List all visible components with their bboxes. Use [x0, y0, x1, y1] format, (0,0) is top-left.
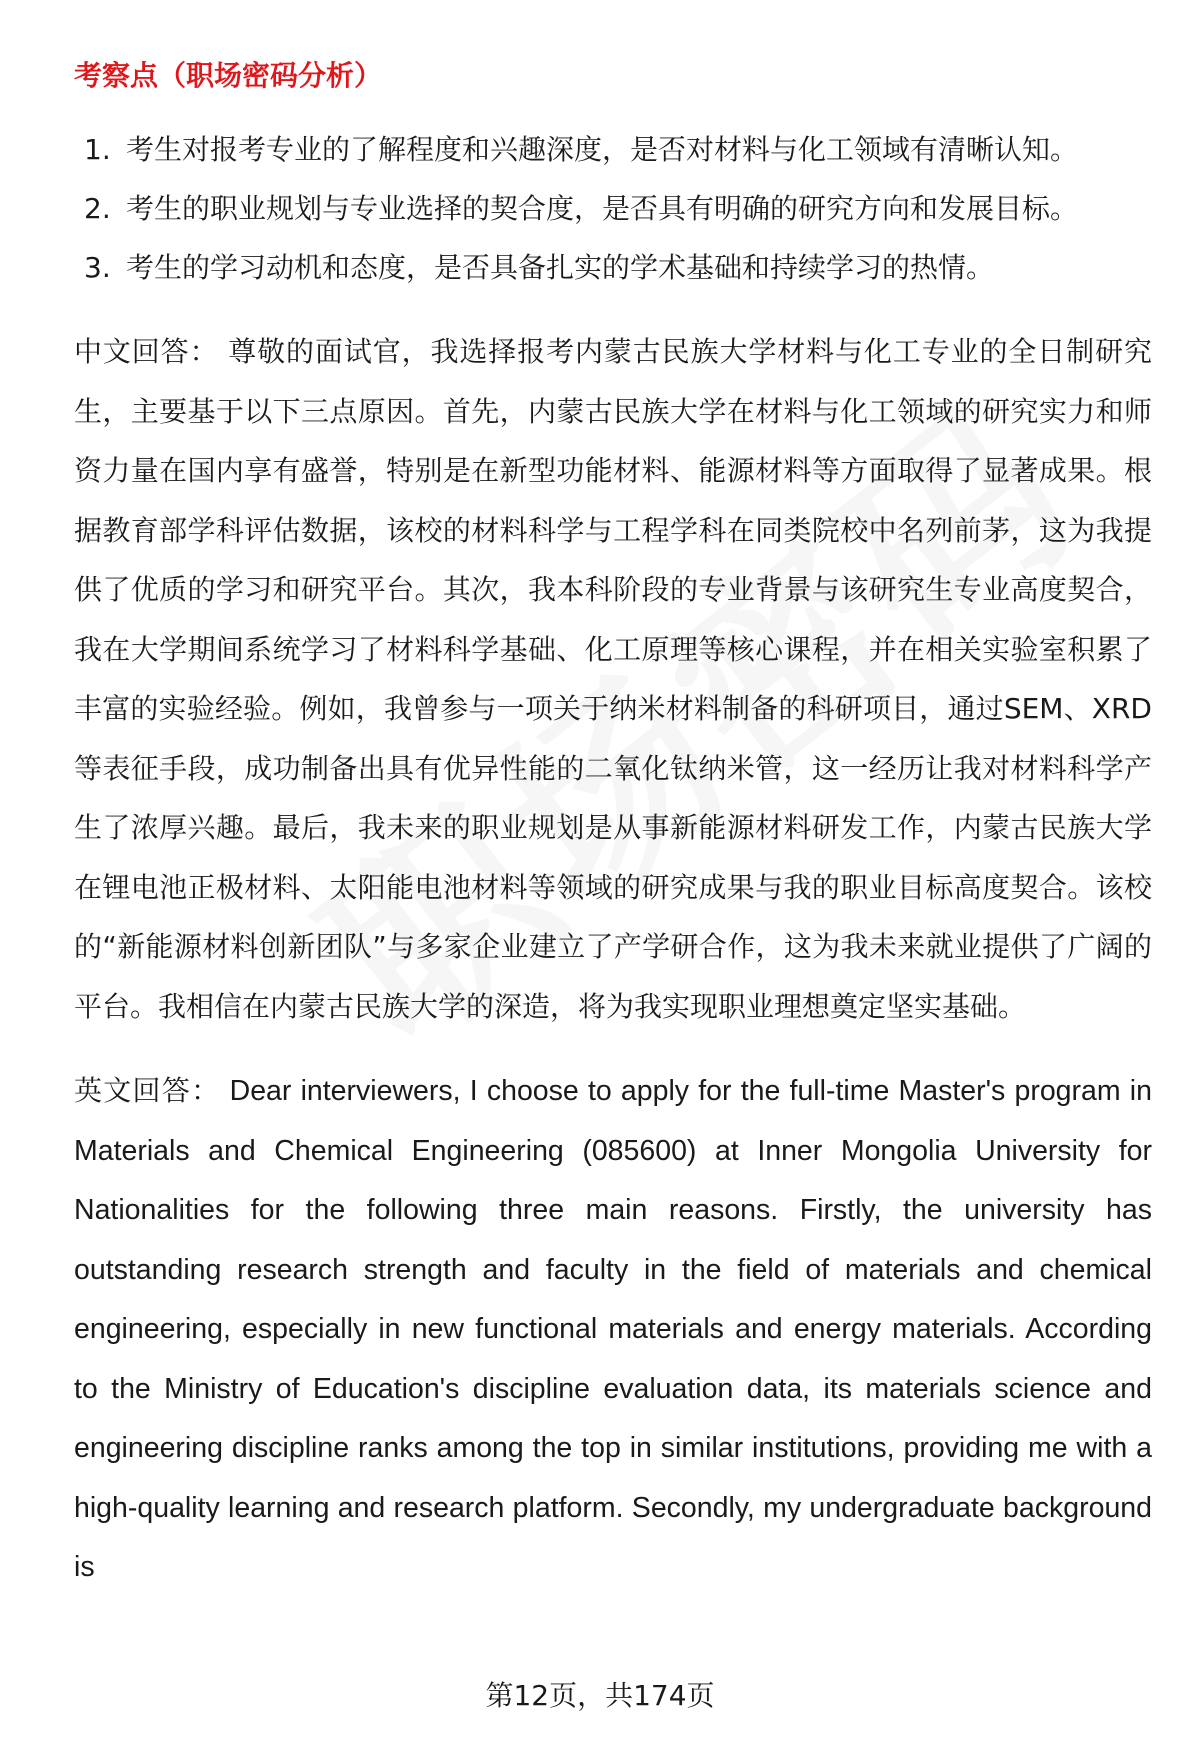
points-list — [74, 120, 1152, 297]
list-item — [84, 179, 1152, 238]
list-number: 3. — [84, 251, 111, 284]
chinese-answer — [74, 322, 1152, 1036]
list-item-text: 考生的职业规划与专业选择的契合度，是否具有明确的研究方向和发展目标。 — [126, 192, 1079, 225]
english-answer-label: 英文回答： — [74, 1074, 221, 1107]
chinese-answer-label: 中文回答： — [74, 335, 219, 368]
page-footer: 第12页，共174页 — [485, 1679, 715, 1712]
english-answer-text: Dear interviewers, I choose to apply for the full-time Master's program in Materials and Chemical Engineering (085600) at Inner Mongolia University for Nationalities for the following three main reasons. Firstly, the university has outstanding research strength and faculty in the field of materials and chemical engineering, especially in new functional materials and energy materials. According to the Ministry of Education's discipline evaluation data, its materials science and engineering discipline ranks among the top in similar institutions, providing me with a high-quality learning and research platform. Secondly, my undergraduate background is — [74, 1075, 1152, 1583]
chinese-answer-text: 尊敬的面试官，我选择报考内蒙古民族大学材料与化工专业的全日制研究生，主要基于以下三点原因。首先，内蒙古民族大学在材料与化工领域的研究实力和师资力量在国内享有盛誉，特别是在新型功能材料、能源材料等方面取得了显著成果。根据教育部学科评估数据，该校的材料科学与工程学科在同类院校中名列前茅，这为我提供了优质的学习和研究平台。其次，我本科阶段的专业背景与该研究生专业高度契合，我在大学期间系统学习了材料科学基础、化工原理等核心课程，并在相关实验室积累了丰富的实验经验。例如，我曾参与一项关于纳米材料制备的科研项目，通过SEM、XRD等表征手段，成功制备出具有优异性能的二氧化钛纳米管，这一经历让我对材料科学产生了浓厚兴趣。最后，我未来的职业规划是从事新能源材料研发工作，内蒙古民族大学在锂电池正极材料、太阳能电池材料等领域的研究成果与我的职业目标高度契合。该校的“新能源材料创新团队”与多家企业建立了产学研合作，这为我未来就业提供了广阔的平台。我相信在内蒙古民族大学的深造，将为我实现职业理想奠定坚实基础。 — [74, 335, 1152, 1023]
list-number: 2. — [84, 192, 111, 225]
list-item-text: 考生对报考专业的了解程度和兴趣深度，是否对材料与化工领域有清晰认知。 — [126, 133, 1079, 166]
list-number: 1. — [84, 133, 111, 166]
section-title: 考察点（职场密码分析） — [74, 59, 383, 92]
list-item-text: 考生的学习动机和态度，是否具备扎实的学术基础和持续学习的热情。 — [126, 251, 995, 284]
list-item — [84, 238, 1152, 297]
english-answer — [74, 1061, 1152, 1598]
list-item — [84, 120, 1152, 179]
